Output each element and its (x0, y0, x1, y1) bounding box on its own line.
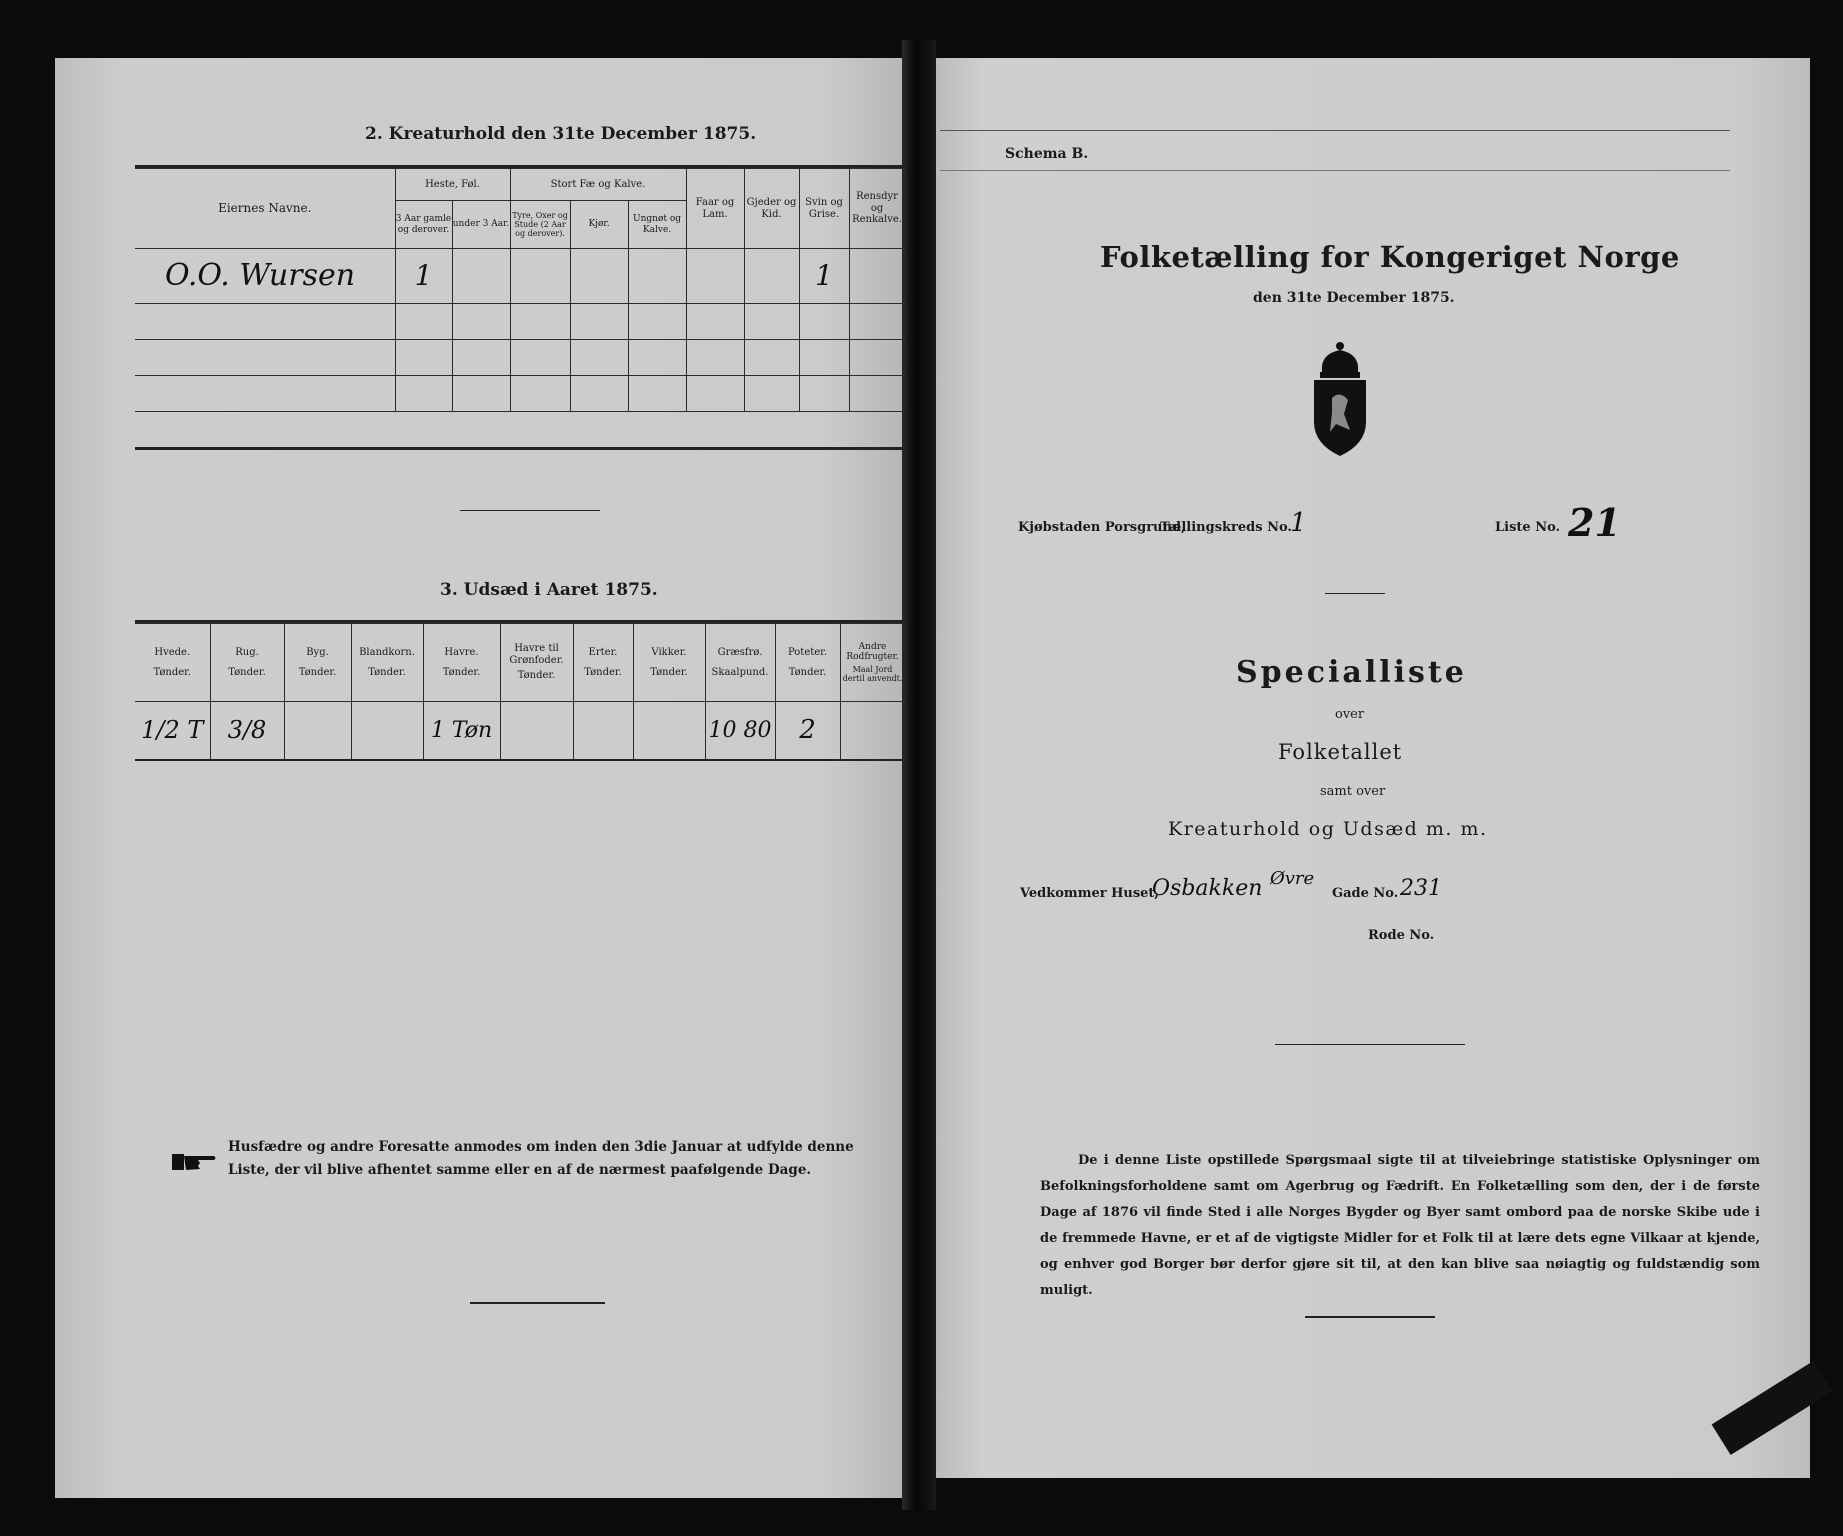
horses-header: Heste, Føl. (395, 169, 510, 201)
short-rule (1305, 1316, 1435, 1318)
crop-vetch: Vikker. (651, 647, 687, 658)
young-cattle-header: Ungnøt og Kalve. (628, 201, 686, 249)
document-title: Folketælling for Kongeriget Norge (1100, 240, 1680, 274)
crop-barley: Byg. (306, 647, 329, 658)
cattle-header: Stort Fæ og Kalve. (510, 169, 686, 201)
crop-wheat: Hvede. (154, 647, 191, 658)
samt-over-text: samt over (1320, 784, 1386, 799)
gade-value: 231 (1400, 876, 1442, 901)
book-spine (902, 40, 936, 1510)
schema-label: Schema B. (1005, 146, 1089, 162)
place-label: Kjøbstaden Porsgrund, (1018, 520, 1186, 535)
unit: Tønder. (442, 666, 481, 678)
folketallet-text: Folketallet (1278, 740, 1403, 764)
horses-under3-header: under 3 Aar. (452, 201, 510, 249)
unit: Tønder. (368, 666, 406, 678)
specialliste-heading: Specialliste (1236, 655, 1467, 690)
unit: Tønder. (298, 666, 337, 678)
reindeer-header: Rensdyr og Renkalve. (849, 169, 905, 249)
seed-cell: 10 80 (705, 702, 775, 760)
crop-peas: Erter. (588, 647, 618, 658)
house-label: Vedkommer Huset, (1020, 886, 1159, 901)
list-value: 21 (1568, 500, 1621, 545)
district-label: Tællingskreds No. (1160, 520, 1292, 535)
owner-header: Eiernes Navne. (135, 169, 395, 249)
intro-paragraph: De i denne Liste opstillede Spørgsmaal sigte til at tilveiebringe statistiske Oplysninger om Befolkningsforholdene samt om Agerbrug og Fædrift. En Folketælling som den, der i de første Dage af 1876 vil finde Sted i alle Norges Bygder og Byer samt ombord paa de norske Skibe ude i de fremmede Havne, er et af de vigtigste Midler for et Folk til at lære dets egne Vilkaar at kjende, og enhver god Borger bør derfor gjøre sit til, at den kan blive saa nøiagtig og fuldstændig som muligt. (1040, 1153, 1760, 1298)
crop-oats: Havre. (444, 647, 479, 658)
house-value: Osbakken (1152, 876, 1263, 901)
rule (135, 759, 905, 761)
section2-title: 2. Kreaturhold den 31te December 1875. (365, 124, 757, 144)
rule (135, 447, 905, 450)
street-value: Øvre (1270, 868, 1315, 889)
unit: Tønder. (153, 666, 192, 678)
rule (940, 130, 1730, 131)
notice-text: Husfædre og andre Foresatte anmodes om inden den 3die Januar at udfylde denne Liste, der vil blive afhentet samme eller en af de nærmest paafølgende Dage. (228, 1139, 854, 1178)
kreaturhold-text: Kreaturhold og Udsæd m. m. (1168, 818, 1488, 840)
norwegian-coat-of-arms-icon (1300, 340, 1380, 460)
unit: Skaalpund. (711, 666, 769, 678)
short-rule (1325, 593, 1385, 594)
seed-cell: 1 Tøn (423, 702, 500, 760)
over-text: over (1335, 707, 1365, 722)
crop-mixed-grain: Blandkorn. (359, 647, 415, 658)
short-rule (460, 510, 600, 511)
seed-cell (633, 702, 705, 760)
seed-cell: 2 (775, 702, 840, 760)
seed-table (135, 623, 906, 760)
unit: Tønder. (584, 666, 622, 678)
pigs-cell: 1 (799, 249, 849, 304)
seed-cell (284, 702, 351, 760)
rule (940, 170, 1730, 171)
horses-3yr-header: 3 Aar gamle og derover. (395, 201, 452, 249)
sheep-header: Faar og Lam. (686, 169, 744, 249)
seed-cell: 1/2 T (135, 702, 210, 760)
bulls-header: Tyre, Oxer og Stude (2 Aar og derover). (510, 201, 570, 249)
horses-3yr-cell: 1 (395, 249, 452, 304)
document-date: den 31te December 1875. (1253, 290, 1455, 306)
unit: Tønder. (228, 666, 266, 678)
crop-grass-seed: Græsfrø. (717, 647, 763, 658)
gade-label: Gade No. (1332, 886, 1399, 901)
owner-name-cell: O.O. Wursen (135, 249, 395, 304)
crop-potatoes: Poteter. (787, 647, 828, 658)
pointing-hand-icon (170, 1148, 218, 1176)
crop-rye: Rug. (235, 647, 259, 658)
seed-cell (500, 702, 573, 760)
cows-header: Kjør. (570, 201, 628, 249)
short-rule (470, 1302, 605, 1304)
livestock-table (135, 168, 906, 412)
unit: Tønder. (517, 670, 556, 682)
seed-cell (351, 702, 423, 760)
unit: Tønder. (788, 666, 827, 678)
section3-title: 3. Udsæd i Aaret 1875. (440, 580, 658, 600)
goats-header: Gjeder og Kid. (744, 169, 799, 249)
short-rule (1275, 1044, 1465, 1045)
unit: Tønder. (650, 666, 688, 678)
list-label: Liste No. (1495, 520, 1561, 535)
unit: Maal Jord dertil anvendt. (842, 664, 903, 683)
district-value: 1 (1290, 508, 1307, 538)
seed-cell: 3/8 (210, 702, 284, 760)
seed-cell (840, 702, 905, 760)
rode-label: Rode No. (1368, 928, 1435, 943)
seed-cell (573, 702, 633, 760)
pigs-header: Svin og Grise. (799, 169, 849, 249)
crop-other-roots: Andre Rodfrugter. (846, 641, 899, 663)
crop-green-oats: Havre til Grønfoder. (509, 643, 564, 666)
